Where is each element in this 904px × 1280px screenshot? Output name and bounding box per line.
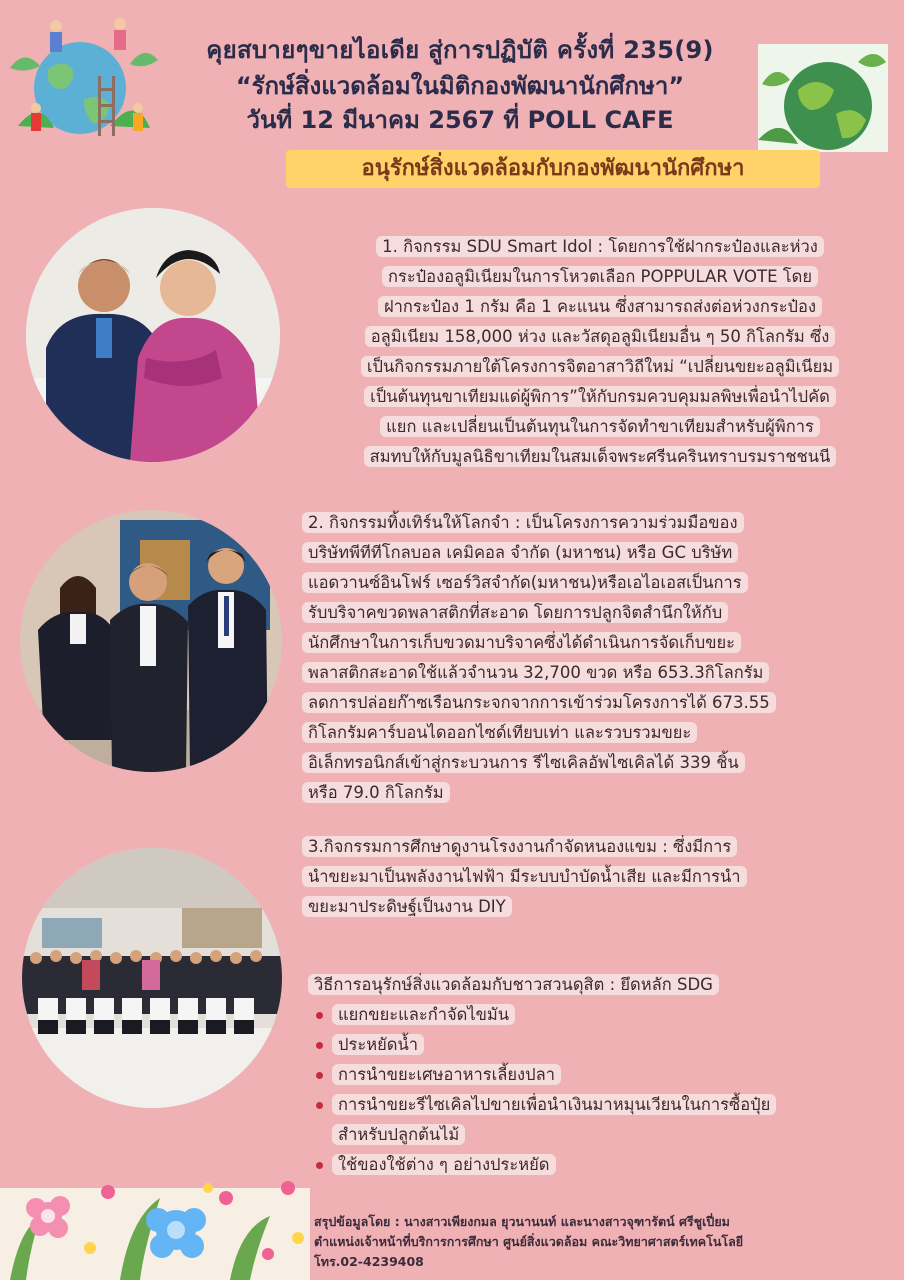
section-3-text xyxy=(302,832,894,922)
section-1-line: สมทบให้กับมูลนิธิขาเทียมในสมเด็จพระศรีนครินทราบรมราชชนนี xyxy=(364,446,837,467)
footer-phone: โทร.02-4239408 xyxy=(314,1254,424,1269)
flower-decoration-icon xyxy=(0,1158,310,1280)
footer-line-1: สรุปข้อมูลโดย : นางสาวเพียงกมล ยุวนานนท์ และนางสาวจุฑารัตน์ ศรีชูเปี่ยม xyxy=(314,1214,730,1229)
header-line-1: คุยสบายๆขายไอเดีย สู่การปฏิบัติ ครั้งที่ 235(9) xyxy=(206,36,714,64)
section-3-line: 3.กิจกรรมการศึกษาดูงานโรงงานกำจัดหนองแขม : ซึ่งมีการ xyxy=(302,836,737,857)
green-earth-logo-icon xyxy=(758,44,888,152)
section-banner: อนุรักษ์สิ่งแวดล้อมกับกองพัฒนานักศึกษา xyxy=(286,150,820,188)
section-1-text xyxy=(304,232,896,472)
section-2-line: บริษัทพีทีทีโกลบอล เคมิคอล จำกัด (มหาชน) หรือ GC บริษัท xyxy=(302,542,738,563)
section-2-line: 2. กิจกรรมทิ้งเทิร์นให้โลกจำ : เป็นโครงการความร่วมมือของ xyxy=(302,512,744,533)
section-1-line: 1. กิจกรรม SDU Smart Idol : โดยการใช้ฝากระป๋องและห่วง xyxy=(376,236,824,257)
section-1-line: ฝากระป๋อง 1 กรัม คือ 1 คะแนน ซึ่งสามารถส่งต่อห่วงกระป๋อง xyxy=(378,296,822,317)
section-1-line: แยก และเปลี่ยนเป็นต้นทุนในการจัดทำขาเทียมสำหรับผู้พิการ xyxy=(380,416,820,437)
header-line-3: วันที่ 12 มีนาคม 2567 ที่ POLL CAFE xyxy=(246,106,674,134)
list-item-text: ใช้ของใช้ต่าง ๆ อย่างประหยัด xyxy=(332,1154,556,1175)
footer-line-2: ตำแหน่งเจ้าหน้าที่บริการการศึกษา ศูนย์สิ่งแวดล้อม คณะวิทยาศาสตร์เทคโนโลยี xyxy=(314,1234,744,1249)
section-2-line: นักศึกษาในการเก็บขวดมาบริจาคซึ่งได้ดำเนินการจัดเก็บขยะ xyxy=(302,632,741,653)
bullet-icon xyxy=(316,1162,323,1169)
section-3-line: ขยะมาประดิษฐ์เป็นงาน DIY xyxy=(302,896,512,917)
list-item xyxy=(308,1030,888,1060)
section-1-line: เป็นกิจกรรมภายใต้โครงการจิตอาสาวิถีใหม่ “เปลี่ยนขยะอลูมิเนียม xyxy=(361,356,839,377)
section-2-line: หรือ 79.0 กิโลกรัม xyxy=(302,782,450,803)
earth-volunteers-logo-icon xyxy=(10,8,160,148)
list-item-text: สำหรับปลูกต้นไม้ xyxy=(332,1124,465,1145)
bullet-icon xyxy=(316,1072,323,1079)
section-4-heading: วิธีการอนุรักษ์สิ่งแวดล้อมกับชาวสวนดุสิต : ยึดหลัก SDG xyxy=(308,974,719,995)
list-item-text: การนำขยะเศษอาหารเลี้ยงปลา xyxy=(332,1064,561,1085)
section-2-line: แอดวานซ์อินโฟร์ เซอร์วิสจำกัด(มหาชน)หรือเอไอเอสเป็นการ xyxy=(302,572,748,593)
photo-recycling-donation xyxy=(20,510,282,772)
bullet-icon xyxy=(316,1042,323,1049)
section-1-line: อลูมิเนียม 158,000 ห่วง และวัสดุอลูมิเนียมอื่น ๆ 50 กิโลกรัม ซึ่ง xyxy=(365,326,836,347)
section-2-line: ลดการปล่อยก๊าซเรือนกระจกจากการเข้าร่วมโครงการได้ 673.55 xyxy=(302,692,776,713)
photo-smart-idol xyxy=(26,208,280,462)
section-1-line: เป็นต้นทุนขาเทียมแด่ผู้พิการ”ให้กับกรมควบคุมมลพิษเพื่อนำไปคัด xyxy=(364,386,836,407)
section-2-line: อิเล็กทรอนิกส์เข้าสู่กระบวนการ รีไซเคิลอัพไซเคิลได้ 339 ชิ้น xyxy=(302,752,745,773)
list-item-text: แยกขยะและกำจัดไขมัน xyxy=(332,1004,515,1025)
header-line-2: “รักษ์สิ่งแวดล้อมในมิติกองพัฒนานักศึกษา” xyxy=(235,72,685,100)
section-3-line: นำขยะมาเป็นพลังงานไฟฟ้า มีระบบบำบัดน้ำเสีย และมีการนำ xyxy=(302,866,747,887)
footer-credits xyxy=(314,1212,894,1272)
list-item xyxy=(308,1060,888,1090)
section-2-line: พลาสติกสะอาดใช้แล้วจำนวน 32,700 ขวด หรือ 653.3กิโลกรัม xyxy=(302,662,769,683)
photo-study-visit-group xyxy=(22,848,282,1108)
section-2-line: กิโลกรัมคาร์บอนไดออกไซด์เทียบเท่า และรวบรวมขยะ xyxy=(302,722,697,743)
list-item-continuation xyxy=(308,1120,888,1150)
list-item-text: ประหยัดน้ำ xyxy=(332,1034,424,1055)
list-item-text: การนำขยะรีไซเคิลไปขายเพื่อนำเงินมาหมุนเวียนในการซื้อปุ๋ย xyxy=(332,1094,776,1115)
section-2-line: รับบริจาคขวดพลาสติกที่สะอาด โดยการปลูกจิตสำนึกให้กับ xyxy=(302,602,728,623)
list-item xyxy=(308,1090,888,1120)
list-item xyxy=(308,1150,888,1180)
section-4-sdg-practices xyxy=(308,970,888,1180)
bullet-icon xyxy=(316,1102,323,1109)
bullet-icon xyxy=(316,1012,323,1019)
section-2-text xyxy=(302,508,894,808)
section-1-line: กระป๋องอลูมิเนียมในการโหวตเลือก POPPULAR VOTE โดย xyxy=(382,266,818,287)
list-item xyxy=(308,1000,888,1030)
